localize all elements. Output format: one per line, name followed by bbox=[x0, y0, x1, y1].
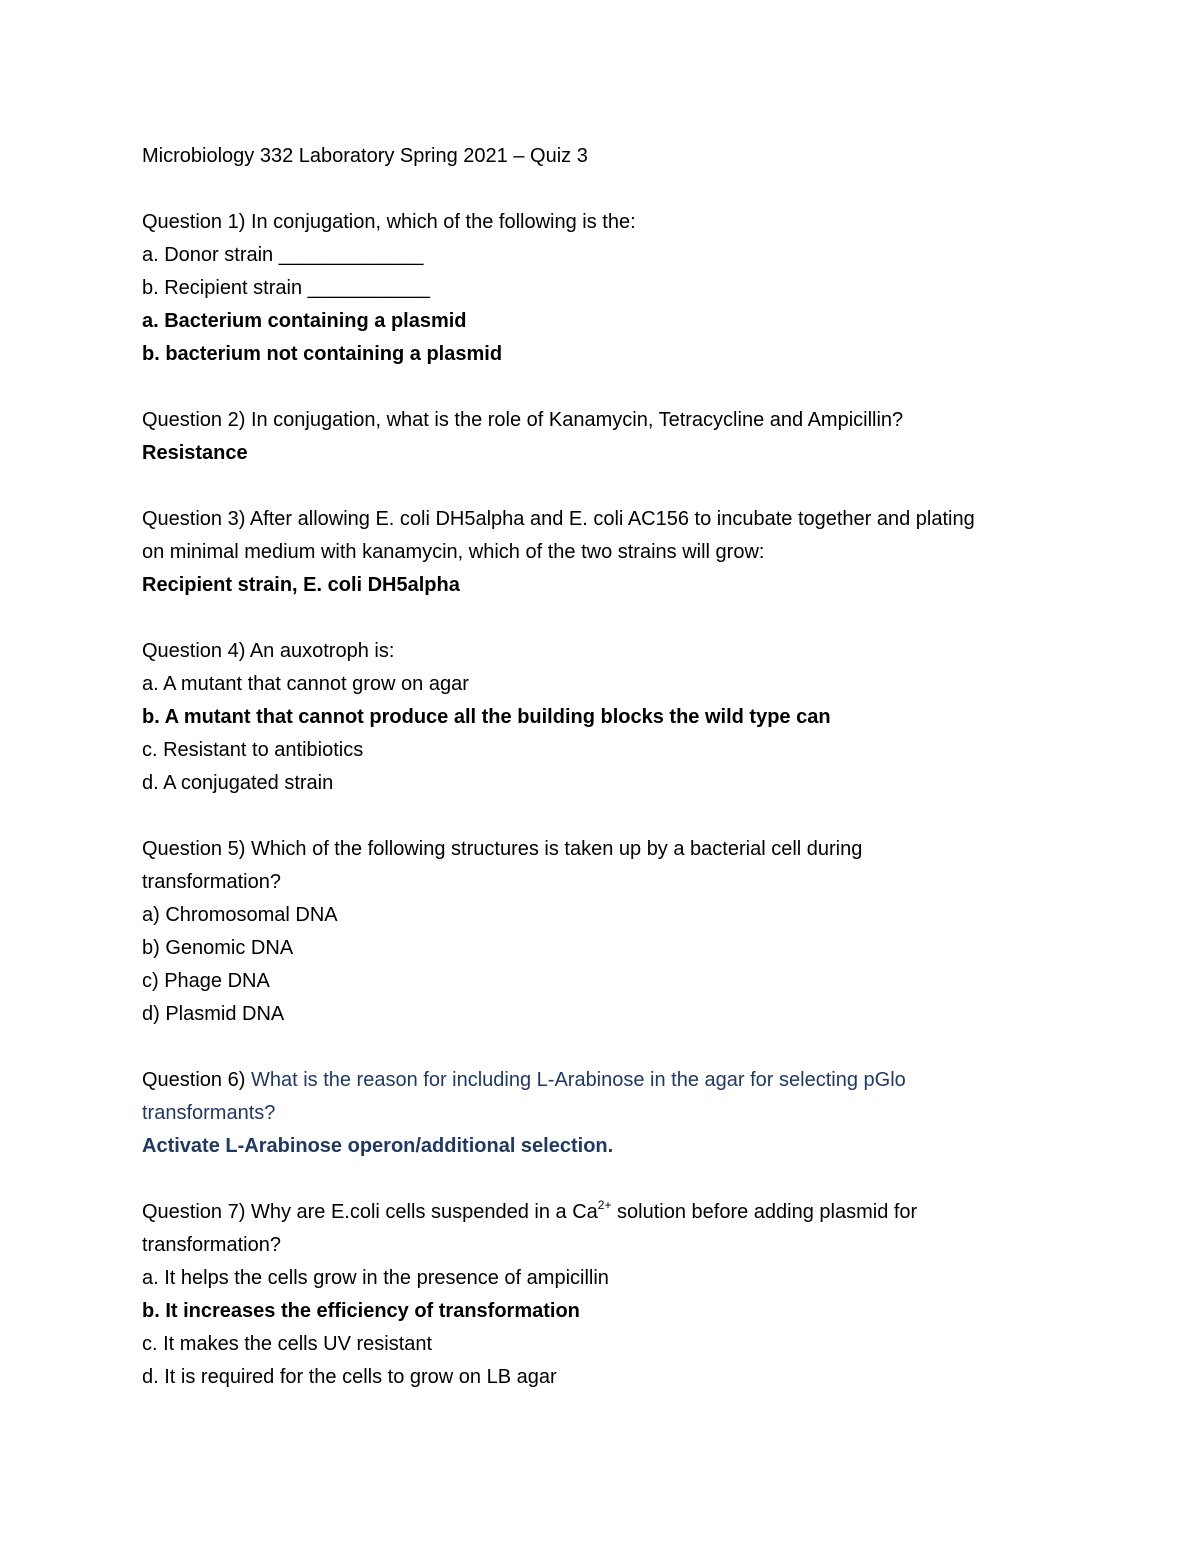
q7-option-b-answer: b. It increases the efficiency of transformation bbox=[142, 1300, 580, 1322]
q5-option-b: b) Genomic DNA bbox=[142, 937, 294, 959]
q7-question-post: solution before adding plasmid for bbox=[611, 1201, 918, 1223]
q6-label: Question 6) bbox=[142, 1069, 246, 1091]
q5-option-d: d) Plasmid DNA bbox=[142, 1003, 285, 1025]
q2-answer: Resistance bbox=[142, 442, 248, 464]
q6-question-text: What is the reason for including L-Arabinose in the agar for selecting pGlo bbox=[250, 1069, 906, 1091]
q4-option-a: a. A mutant that cannot grow on agar bbox=[142, 673, 469, 695]
q3-question-line1: Question 3) After allowing E. coli DH5alpha and E. coli AC156 to incubate together and plating bbox=[142, 508, 975, 530]
q1-answer-a: a. Bacterium containing a plasmid bbox=[142, 310, 467, 332]
q7-option-c: c. It makes the cells UV resistant bbox=[142, 1333, 433, 1355]
q7-question-pre: Question 7) Why are E.coli cells suspended in a Ca bbox=[142, 1201, 598, 1223]
q7-superscript: 2+ bbox=[597, 1198, 612, 1213]
q3-question-line2: on minimal medium with kanamycin, which of the two strains will grow: bbox=[142, 541, 765, 563]
q6-question-line2: transformants? bbox=[142, 1102, 276, 1124]
q2-question: Question 2) In conjugation, what is the role of Kanamycin, Tetracycline and Ampicillin? bbox=[142, 409, 904, 431]
q7-question-line2: transformation? bbox=[142, 1234, 281, 1256]
q6-question-line1 bbox=[142, 1067, 906, 1093]
q7-option-a: a. It helps the cells grow in the presence of ampicillin bbox=[142, 1267, 609, 1289]
q5-question-line2: transformation? bbox=[142, 871, 281, 893]
q4-option-c: c. Resistant to antibiotics bbox=[142, 739, 364, 761]
q1-option-b: b. Recipient strain ___________ bbox=[142, 277, 430, 299]
q5-question-line1: Question 5) Which of the following structures is taken up by a bacterial cell during bbox=[142, 838, 863, 860]
q4-option-b-answer: b. A mutant that cannot produce all the building blocks the wild type can bbox=[142, 706, 831, 728]
quiz-title: Microbiology 332 Laboratory Spring 2021 – Quiz 3 bbox=[142, 145, 588, 167]
q1-answer-b: b. bacterium not containing a plasmid bbox=[142, 343, 503, 365]
q1-question: Question 1) In conjugation, which of the following is the: bbox=[142, 211, 636, 233]
q4-question: Question 4) An auxotroph is: bbox=[142, 640, 395, 662]
q3-answer: Recipient strain, E. coli DH5alpha bbox=[142, 574, 460, 596]
q7-option-d: d. It is required for the cells to grow on LB agar bbox=[142, 1366, 557, 1388]
q4-option-d: d. A conjugated strain bbox=[142, 772, 334, 794]
q5-option-c: c) Phage DNA bbox=[142, 970, 270, 992]
q1-option-a: a. Donor strain _____________ bbox=[142, 244, 424, 266]
q5-option-a: a) Chromosomal DNA bbox=[142, 904, 338, 926]
q7-question-line1 bbox=[142, 1199, 917, 1225]
q6-answer: Activate L-Arabinose operon/additional selection. bbox=[142, 1135, 614, 1157]
